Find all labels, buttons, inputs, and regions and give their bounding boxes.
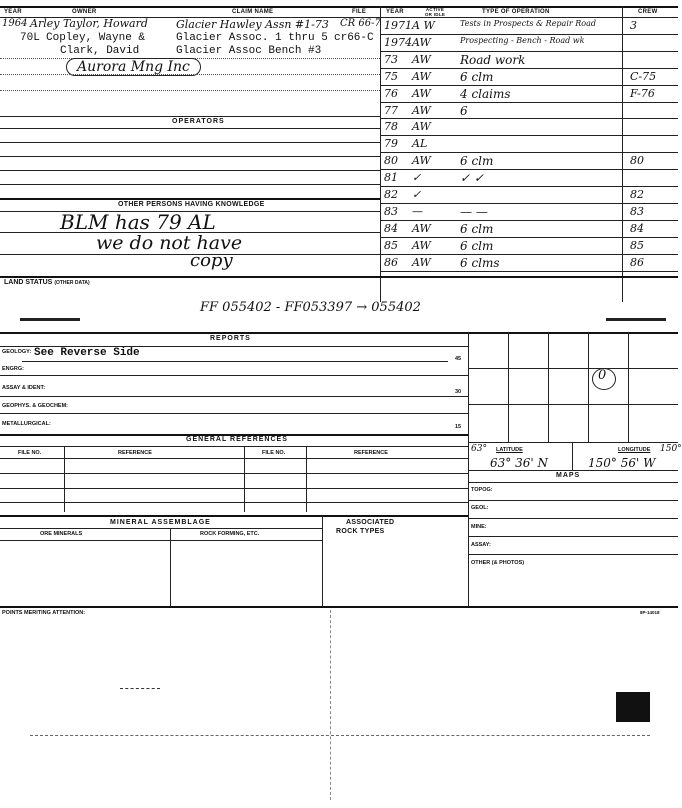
operators-rule [0, 116, 380, 117]
operation-status: AL [412, 137, 428, 151]
col-reference: REFERENCE [118, 450, 152, 456]
operation-crew: 84 [630, 221, 644, 235]
owner-row-claim: Glacier Hawley Assn #1-73 [176, 18, 329, 31]
scan-artifact [330, 610, 331, 800]
operation-crew: 80 [630, 154, 644, 168]
operation-year: 80 [384, 154, 398, 168]
col-active-header: ACTIVE OR IDLE [424, 7, 446, 17]
operation-year: 81 [384, 171, 398, 185]
operators-line [0, 156, 380, 157]
ore-minerals-header: ORE MINERALS [40, 531, 83, 537]
form-number: 8P-14018 [640, 610, 660, 615]
grid-line [588, 332, 589, 442]
maps-other: OTHER (& PHOTOS) [471, 560, 525, 566]
operation-status: AW [412, 52, 431, 66]
metallurgical-label: METALLURGICAL: [2, 421, 51, 427]
operators-line [0, 170, 380, 171]
operation-year: 85 [384, 238, 398, 252]
reports-title: REPORTS [210, 335, 251, 342]
maps-line [468, 536, 678, 537]
other-persons-rule [0, 198, 380, 200]
owner-row-claim: Glacier Assoc. 1 thru 5 [176, 32, 328, 44]
col-file-no-2: FILE NO. [262, 450, 286, 456]
owner-row-owner: Clark, David [60, 45, 140, 57]
scan-artifact [120, 688, 160, 689]
lat-prefix: 63° [471, 444, 487, 454]
col-crew-header: CREW [638, 9, 658, 15]
operation-row-line [380, 254, 678, 255]
col-owner-header: OWNER [72, 9, 97, 15]
rock-forming-header: ROCK FORMING, ETC. [200, 531, 260, 537]
mineral-line [0, 540, 322, 541]
owner-row-file: CR 66-7 [340, 18, 381, 29]
operation-type: 6 [460, 103, 468, 118]
long-suffix: 150° [660, 444, 682, 454]
operation-type: Road work [460, 52, 526, 67]
operation-status: ✓ [412, 188, 422, 201]
operation-year: 86 [384, 255, 398, 269]
operation-year: 82 [384, 188, 398, 201]
operation-status: AW [412, 103, 431, 117]
col-file-no: FILE NO. [18, 450, 42, 456]
operation-type: Prospecting - Bench - Road wk [460, 35, 585, 45]
operation-row-line [380, 102, 678, 103]
operation-year: 76 [384, 86, 398, 100]
operators-line [0, 142, 380, 143]
col-type-header: TYPE OF OPERATION [482, 9, 550, 15]
operation-status: AW [412, 69, 431, 83]
geology-value: See Reverse Side [34, 347, 140, 359]
refs-row [0, 488, 468, 489]
refs-row [0, 502, 468, 503]
refs-row [0, 458, 468, 459]
operation-type: ✓ ✓ [460, 171, 484, 186]
operation-crew: 85 [630, 238, 644, 252]
longitude-value: 150° 56' W [588, 456, 656, 470]
reports-side-number: 15 [455, 424, 462, 430]
owner-row-owner: Copley, Wayne & [46, 32, 146, 44]
operation-row-line [380, 68, 678, 69]
operators-title: OPERATORS [172, 118, 225, 125]
col-reference-2: REFERENCE [354, 450, 388, 456]
maps-geol: GEOL: [471, 505, 489, 511]
maps-rule [468, 470, 678, 471]
grid-line [628, 332, 629, 442]
maps-topog: TOPOG: [471, 487, 493, 493]
maps-mine: MINE: [471, 524, 487, 530]
maps-line [468, 500, 678, 501]
operation-row-line [380, 220, 678, 221]
maps-line [468, 554, 678, 555]
operation-status: — [412, 204, 423, 218]
operation-type: — — [460, 204, 488, 219]
reports-side-number: 30 [455, 389, 462, 395]
reports-top-rule [0, 332, 678, 334]
operation-type: 6 clm [460, 238, 494, 253]
operation-type: 6 clms [460, 255, 500, 270]
owner-row-year: 70L [20, 32, 40, 44]
longitude-label: LONGITUDE [618, 447, 651, 453]
operation-status: AW [412, 238, 431, 252]
operation-year: 73 [384, 52, 398, 66]
operation-crew: F-76 [630, 86, 655, 100]
mineral-divider [170, 528, 171, 606]
land-status-label: LAND STATUS [4, 279, 53, 286]
operation-crew: 3 [630, 19, 637, 32]
col-year2-header: YEAR [386, 9, 404, 15]
operation-row-line [380, 85, 678, 86]
operation-status: AW [412, 120, 431, 134]
refs-row [0, 473, 468, 474]
operation-type: 4 claims [460, 86, 511, 101]
operation-year: 84 [384, 221, 398, 235]
mineral-title: MINERAL ASSEMBLAGE [110, 519, 211, 526]
owner-row-claim: Glacier Assoc Bench #3 [176, 45, 322, 57]
maps-assay: ASSAY: [471, 542, 491, 548]
grid-line [508, 332, 509, 442]
operators-line [0, 184, 380, 185]
operation-year: 75 [384, 69, 398, 83]
operation-crew: 83 [630, 204, 644, 218]
operation-crew: C-75 [630, 69, 657, 83]
land-status-sub: (OTHER DATA) [54, 280, 90, 286]
owner-row-year: 1964 [2, 18, 28, 29]
operation-type: 6 clm [460, 221, 494, 236]
operation-status: AW [412, 86, 431, 100]
operation-row-line [380, 271, 678, 272]
top-rule [0, 6, 678, 8]
operation-type: 6 clm [460, 69, 494, 84]
other-persons-note: BLM has 79 AL [60, 210, 216, 234]
operation-year: 77 [384, 103, 398, 117]
operation-row-line [380, 34, 678, 35]
operation-year: 83 [384, 204, 398, 218]
reports-line [0, 375, 468, 376]
col-claim-header: CLAIM NAME [232, 9, 274, 15]
latlong-rule [468, 442, 678, 443]
operation-status: AW [412, 35, 431, 49]
mineral-rule [0, 515, 468, 517]
latlong-divider [572, 442, 573, 470]
row-line [0, 74, 380, 75]
operation-year: 78 [384, 120, 398, 134]
operation-status: AW [412, 255, 431, 269]
operation-crew: 82 [630, 188, 644, 201]
operation-type: 6 clm [460, 154, 494, 169]
operation-year: 1971 [384, 19, 412, 32]
operation-row-line [380, 135, 678, 136]
assoc-title: ASSOCIATED [346, 519, 395, 526]
scan-artifact [30, 735, 650, 736]
land-status-title [4, 279, 90, 286]
maps-title: MAPS [556, 472, 581, 479]
reports-line [0, 396, 468, 397]
geology-line [22, 361, 448, 362]
operators-line [0, 128, 380, 129]
assay-label: ASSAY & IDENT: [2, 385, 46, 391]
operation-row-line [380, 51, 678, 52]
operation-row-line [380, 237, 678, 238]
maps-line [468, 518, 678, 519]
operation-status: ✓ [412, 171, 422, 185]
operation-row-line [380, 118, 678, 119]
general-refs-line [0, 446, 468, 447]
latitude-value: 63° 36' N [490, 456, 548, 470]
operation-type: Tests in Prospects & Repair Road [460, 19, 596, 28]
reports-line [0, 413, 468, 414]
engrg-label: ENGRG: [2, 366, 24, 372]
row-line [0, 90, 380, 91]
scan-blotch [616, 692, 650, 722]
grid-line [468, 404, 678, 405]
geology-label: GEOLOGY: [2, 349, 32, 355]
grid-line [468, 368, 678, 369]
points-rule [0, 606, 678, 608]
scan-smudge [20, 318, 80, 321]
owner-row-file: cr66-C [334, 32, 374, 44]
geophys-label: GEOPHYS. & GEOCHEM: [2, 403, 69, 409]
latitude-label: LATITUDE [496, 447, 523, 453]
grid-mark: 0 [598, 368, 607, 383]
operation-status: AW [412, 221, 431, 235]
operation-status: AW [412, 154, 431, 168]
reports-side-number: 45 [455, 356, 462, 362]
owner-note: Aurora Mng Inc [66, 58, 201, 76]
operation-row-line [380, 203, 678, 204]
col-file-header: FILE [352, 9, 367, 15]
other-persons-note: we do not have [96, 232, 243, 254]
operation-row-line [380, 186, 678, 187]
operation-row-line [380, 152, 678, 153]
mineral-line [0, 528, 322, 529]
grid-line [548, 332, 549, 442]
scan-smudge [606, 318, 666, 321]
other-persons-title: OTHER PERSONS HAVING KNOWLEDGE [118, 201, 265, 208]
col-year-header: YEAR [4, 9, 22, 15]
operation-row-line [380, 169, 678, 170]
operation-year: 79 [384, 137, 398, 151]
general-refs-title: GENERAL REFERENCES [186, 436, 288, 443]
land-status-rule [0, 276, 678, 278]
operation-year: 1974 [384, 35, 412, 49]
other-persons-note: copy [190, 250, 233, 271]
land-status-note: FF 055402 - FF053397 → 055402 [200, 300, 421, 315]
maps-line [468, 482, 678, 483]
points-label: POINTS MERITING ATTENTION: [2, 610, 86, 616]
owner-row-owner: Arley Taylor, Howard [30, 17, 148, 30]
assoc-title-2: ROCK TYPES [336, 528, 385, 535]
operation-crew: 86 [630, 255, 644, 269]
operation-status: A W [412, 19, 435, 32]
mineral-divider [322, 515, 323, 606]
